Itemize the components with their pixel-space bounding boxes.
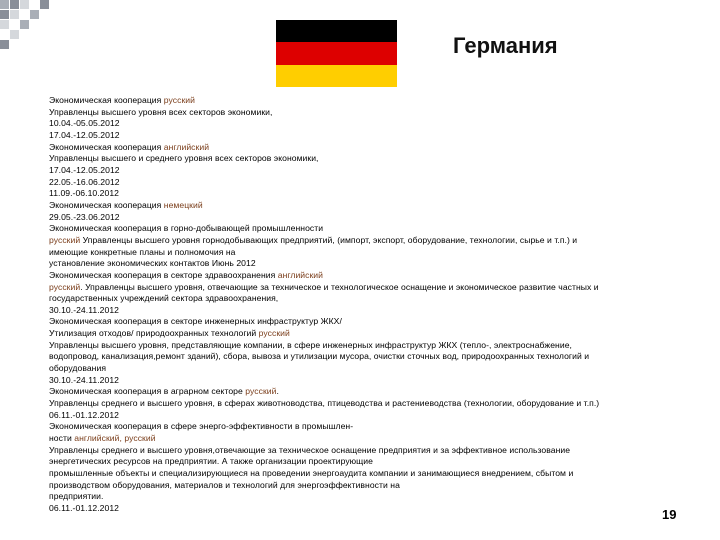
text-line <box>49 200 689 212</box>
text-segment: 17.04.-12.05.2012 <box>49 129 120 140</box>
language-tag: английский <box>277 269 324 280</box>
decorative-squares <box>0 0 60 60</box>
text-segment: . Управленцы высшего уровня, отвечающие за техническое и технологическое оснащение и экономическое развитие частных и <box>80 281 599 292</box>
language-tag: русский <box>49 234 81 245</box>
text-line <box>49 503 689 515</box>
text-segment: 30.10.-24.11.2012 <box>49 374 119 385</box>
text-segment: производством оборудования, материалов и технологий для энергоэффективности на <box>49 479 400 490</box>
text-segment: 22.05.-16.06.2012 <box>49 176 120 187</box>
flag-stripe-black <box>276 20 397 42</box>
text-segment: промышленные объекты и специализирующиеся на проведении энергоаудита компании и занимающиеся внедрением, сбытом и <box>49 468 574 478</box>
text-segment: . <box>276 386 279 397</box>
text-line <box>49 95 689 107</box>
text-line <box>49 468 689 480</box>
text-line <box>49 258 689 270</box>
text-line <box>49 351 689 363</box>
text-line <box>49 165 689 177</box>
text-segment: Управленцы высшего уровня всех секторов экономики, <box>49 106 273 117</box>
text-line <box>49 118 689 130</box>
text-segment: 10.04.-05.05.2012 <box>49 118 120 129</box>
text-line <box>49 305 689 317</box>
text-segment: Управленцы высшего уровня, представляющие компании, в сфере инженерных инфраструктур ЖКХ (тепло-, электроснабжение, <box>49 339 572 350</box>
text-segment: государственных учреждений сектора здравоохранения, <box>49 293 279 304</box>
text-segment: предприятии. <box>49 491 104 502</box>
text-segment: 11.09.-06.10.2012 <box>49 188 119 199</box>
text-segment: 29.05.-23.06.2012 <box>49 211 120 222</box>
text-line <box>49 107 689 119</box>
text-segment: Управленцы высшего уровня горнодобывающих предприятий, (импорт, экспорт, оборудование, технологии, сырье и т.п.) и <box>80 234 578 245</box>
text-line <box>49 328 689 340</box>
slide-title: Германия <box>453 33 558 58</box>
text-line <box>49 188 689 200</box>
text-line <box>49 491 689 503</box>
text-segment: 17.04.-12.05.2012 <box>49 164 120 175</box>
text-segment: Экономическая кооперация <box>49 95 164 105</box>
text-segment: 06.11.-01.12.2012 <box>49 502 119 513</box>
language-tag: русский <box>163 95 195 105</box>
language-tag: английский, русский <box>74 433 156 444</box>
text-line <box>49 456 689 468</box>
text-segment: Управленцы среднего и высшего уровня,отвечающие за техническое оснащение предприятия и за эффективное использование <box>49 444 571 455</box>
text-segment: Экономическая кооперация <box>49 141 164 152</box>
text-segment: Экономическая кооперация в секторе здравоохранения <box>49 269 278 280</box>
language-tag: русский <box>49 281 81 292</box>
text-segment: 30.10.-24.11.2012 <box>49 304 119 315</box>
text-line <box>49 177 689 189</box>
text-line <box>49 398 689 410</box>
language-tag: русский <box>258 328 290 339</box>
program-list <box>49 95 689 515</box>
text-segment: 06.11.-01.12.2012 <box>49 409 119 420</box>
text-line <box>49 247 689 259</box>
text-line <box>49 363 689 375</box>
language-tag: немецкий <box>163 199 203 210</box>
text-line <box>49 270 689 282</box>
text-segment: Утилизация отходов/ природоохранных технологий <box>49 328 259 339</box>
text-line <box>49 445 689 457</box>
text-segment: оборудования <box>49 363 107 374</box>
language-tag: русский <box>245 386 277 397</box>
text-segment: энергетических ресурсов на предприятии. А также организации проектирующие <box>49 456 373 467</box>
text-segment: Экономическая кооперация <box>49 199 164 210</box>
text-line <box>49 433 689 445</box>
text-line <box>49 421 689 433</box>
text-line <box>49 410 689 422</box>
text-line <box>49 375 689 387</box>
text-line <box>49 386 689 398</box>
text-segment: Экономическая кооперация в аграрном секторе <box>49 386 246 397</box>
language-tag: английский <box>163 141 210 152</box>
text-line <box>49 212 689 224</box>
text-line <box>49 235 689 247</box>
text-line <box>49 223 689 235</box>
text-segment: Экономическая кооперация в сфере энерго-эффективности в промышлен- <box>49 421 354 432</box>
text-segment: ности <box>49 433 75 444</box>
text-segment: Управленцы высшего и среднего уровня всех секторов экономики, <box>49 153 319 164</box>
text-line <box>49 130 689 142</box>
page-number: 19 <box>662 507 677 522</box>
flag-stripe-gold <box>276 65 397 87</box>
text-segment: Экономическая кооперация в горно-добывающей промышленности <box>49 223 324 234</box>
text-segment: Экономическая кооперация в секторе инженерных инфраструктур ЖКХ/ <box>49 316 342 327</box>
text-line <box>49 480 689 492</box>
text-line <box>49 142 689 154</box>
text-segment: имеющие конкретные планы и полномочия на <box>49 246 236 257</box>
text-segment: водопровод, канализация,ремонт зданий), сбора, вывоза и утилизации мусора, очистки сточных вод, природоохранных технологий и <box>49 351 590 362</box>
text-segment: Управленцы среднего и высшего уровня, в сферах животноводства, птицеводства и растениеводства (технологии, оборудование и т.п.) <box>49 398 600 409</box>
text-line <box>49 316 689 328</box>
text-line <box>49 282 689 294</box>
text-line <box>49 153 689 165</box>
text-segment: установление экономических контактов Июнь 2012 <box>49 258 256 269</box>
germany-flag <box>276 20 397 87</box>
text-line <box>49 293 689 305</box>
flag-stripe-red <box>276 42 397 64</box>
text-line <box>49 340 689 352</box>
